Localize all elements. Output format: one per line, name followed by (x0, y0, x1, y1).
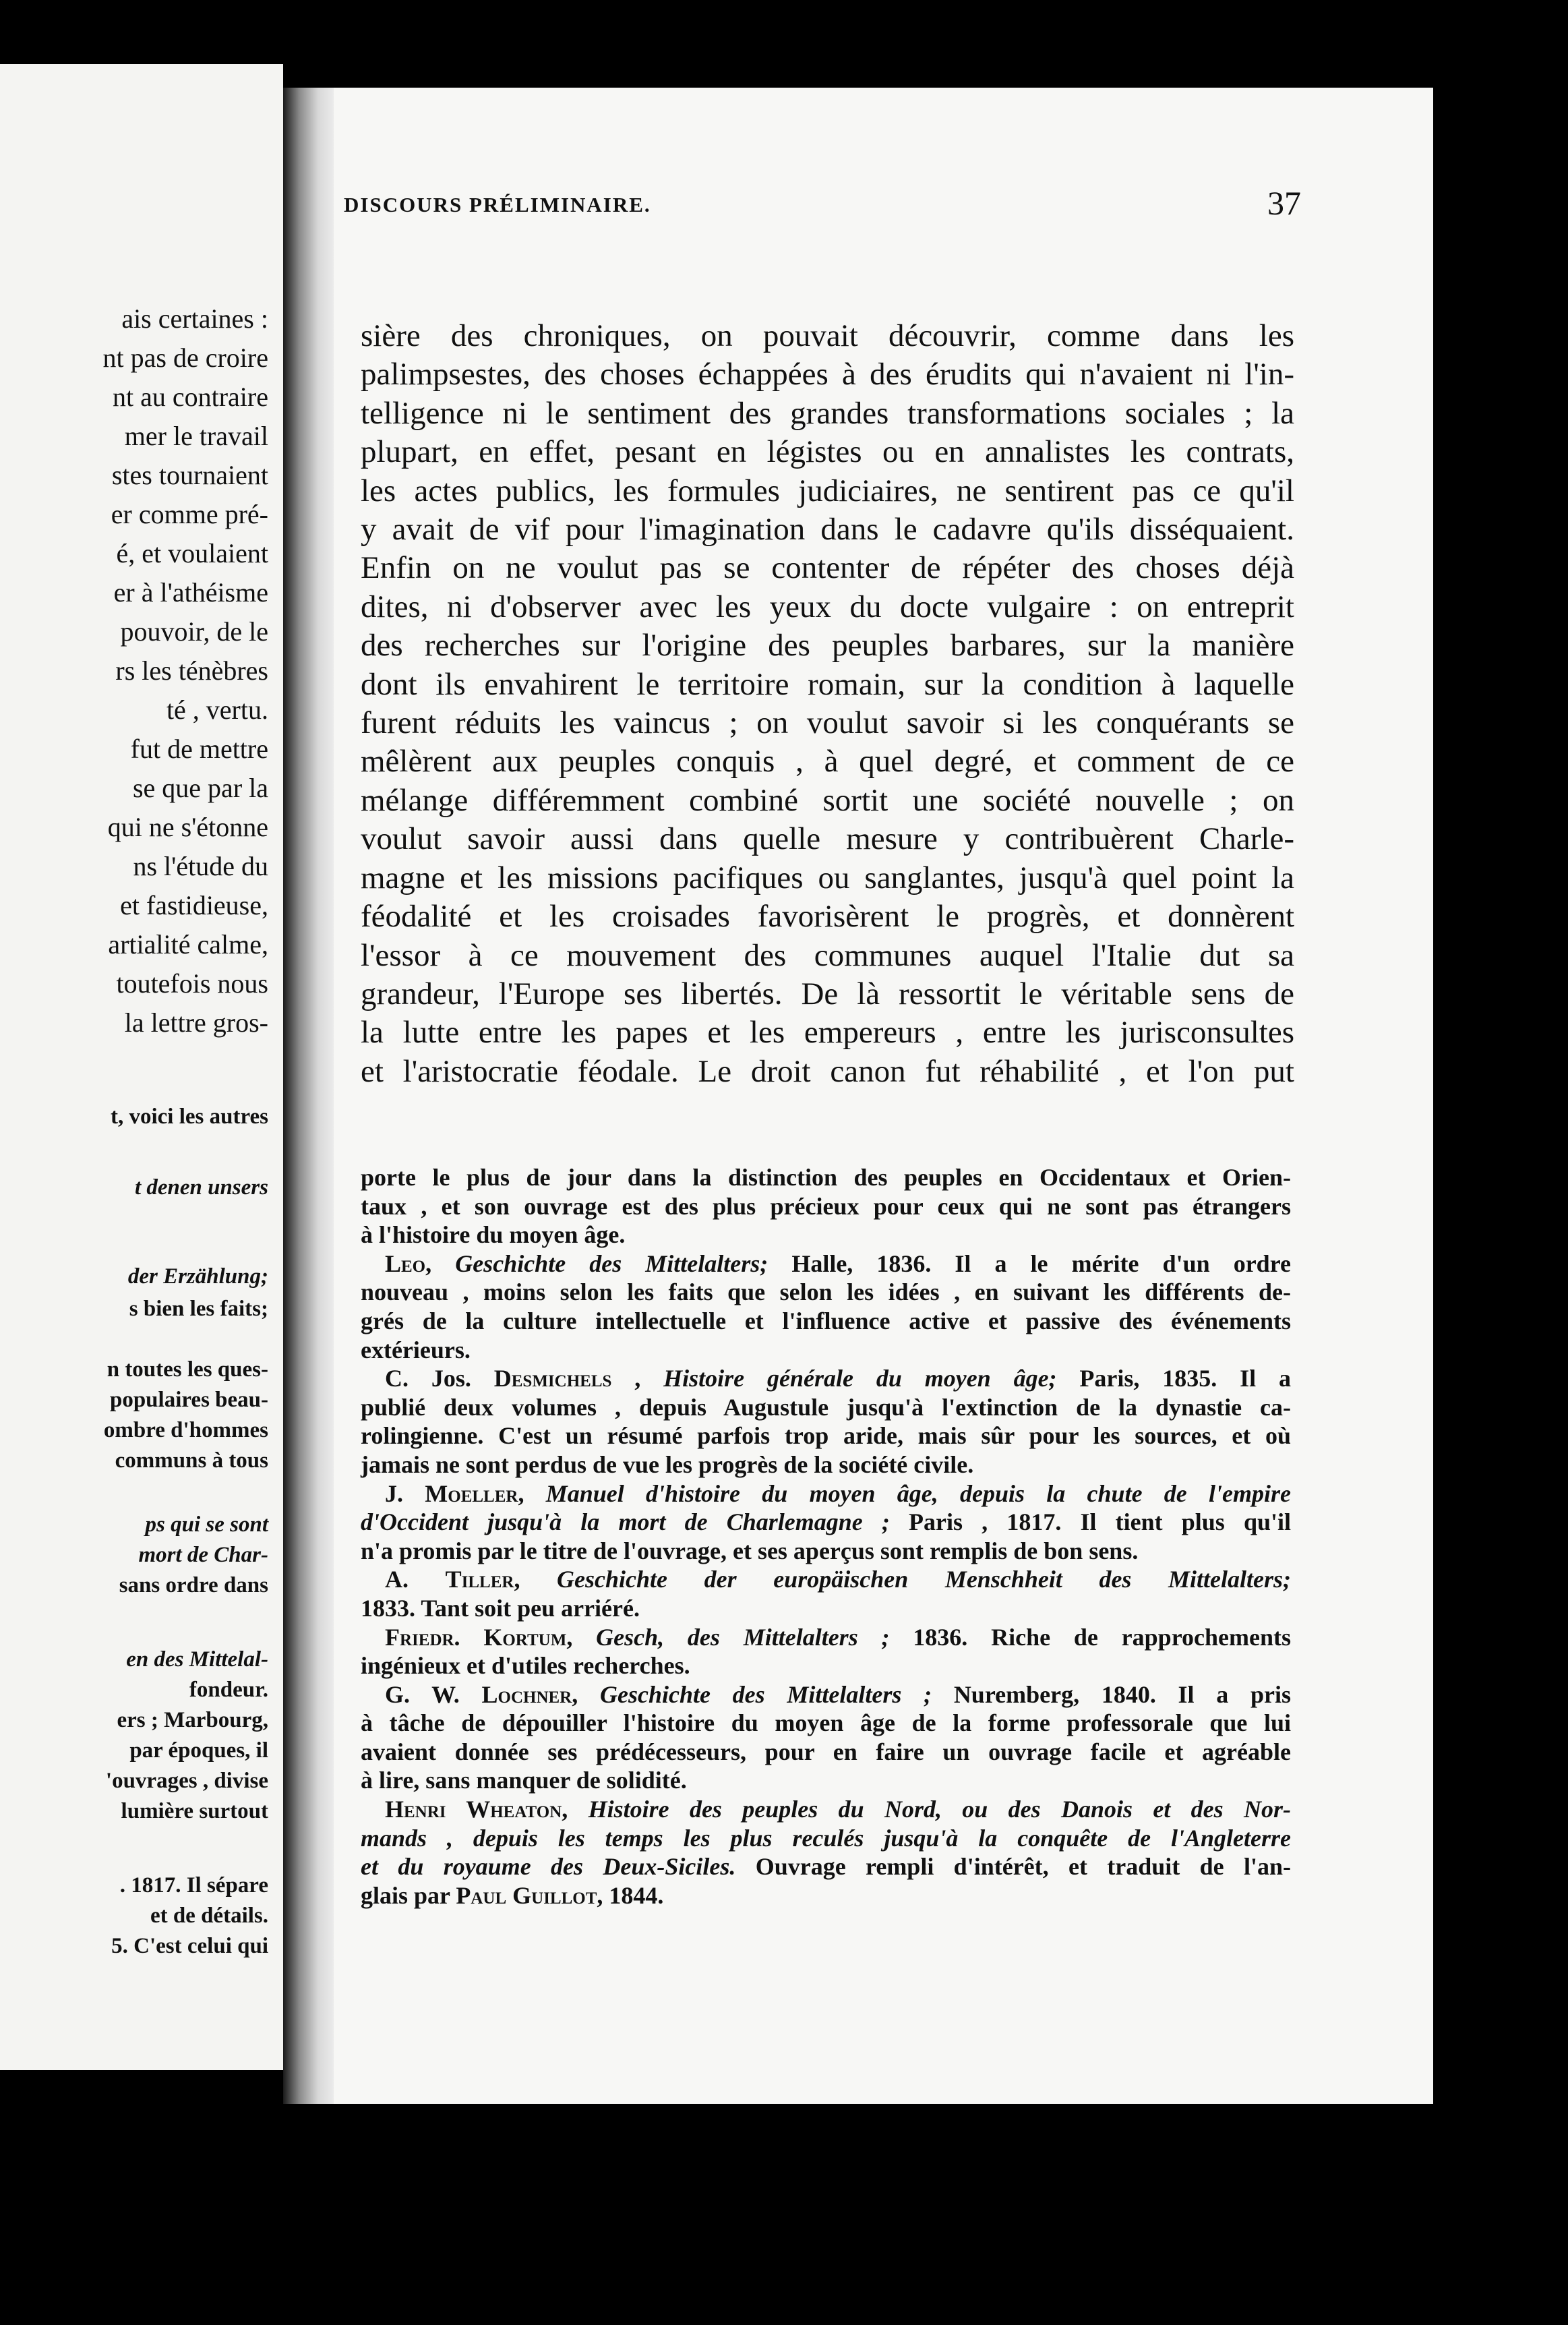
footnote-line: avaient donnée ses prédécesseurs, pour en faire un ouvrage facile et agréable (361, 1738, 1291, 1765)
footnote-line: Friedr. Kortum, Gesch, des Mittelalters ; 1836. Riche de rapprochements (385, 1623, 1292, 1651)
text-line: grandeur, l'Europe ses libertés. De là ressortit le véritable sens de (361, 976, 1294, 1011)
left-page-line: fut de mettre (130, 734, 268, 764)
left-page-note: mort de Char- (138, 1543, 268, 1567)
left-page-fragment (0, 64, 283, 2070)
text-line: l'essor à ce mouvement des communes auquel l'Italie dut sa (361, 937, 1294, 973)
footnote-text: Paris, 1835. Il a (1056, 1365, 1291, 1392)
footnote-author: Leo (385, 1249, 426, 1277)
footnote-line: extérieurs. (361, 1336, 471, 1363)
text-line: sière des chroniques, on pouvait découvrir, comme dans les (361, 318, 1294, 353)
footnote-kortum (361, 1623, 1291, 1680)
left-page-line: té , vertu. (166, 695, 268, 725)
text-line: féodalité et les croisades favorisèrent le progrès, et donnèrent (361, 899, 1294, 935)
left-page-line: er à l'athéisme (113, 577, 268, 608)
left-page-line: toutefois nous (116, 968, 268, 999)
left-page-note: fondeur. (189, 1678, 268, 1702)
footnote-line: G. W. Lochner, Geschichte des Mittelalters ; Nuremberg, 1840. Il a pris (385, 1680, 1292, 1708)
footnote-line: ingénieux et d'utiles recherches. (361, 1652, 690, 1680)
footnote-line: nouveau , moins selon les faits que selon les idées , en suivant les différents de- (361, 1278, 1291, 1306)
footnote-prefix: Friedr. (385, 1623, 484, 1651)
left-page-line: et fastidieuse, (120, 890, 268, 920)
footnote-prefix: A. (385, 1566, 446, 1593)
footnote-line: Henri Wheaton, Histoire des peuples du Nord, ou des Danois et des Nor- (385, 1796, 1291, 1823)
left-page-note: t denen unsers (134, 1175, 268, 1200)
left-page-line: artialité calme, (108, 929, 268, 960)
footnote-tiller (361, 1565, 1291, 1622)
text-line: y avait de vif pour l'imagination dans le cadavre qu'ils disséquaient. (361, 512, 1294, 548)
footnote-text: , 1844. (597, 1881, 664, 1909)
running-head: DISCOURS PRÉLIMINAIRE. (344, 193, 651, 216)
footnote-line: J. Moeller, Manuel d'histoire du moyen âge, depuis la chute de l'empire (385, 1479, 1292, 1507)
text-line: voulut savoir aussi dans quelle mesure y contribuèrent Charle- (361, 821, 1294, 857)
text-line: dont ils envahirent le territoire romain, sur la condition à laquelle (361, 666, 1294, 702)
left-page-line: ns l'étude du (133, 851, 268, 881)
left-page-line: qui ne s'étonne (107, 812, 268, 842)
left-page-line: la lettre gros- (124, 1007, 268, 1038)
footnote-text: Halle, 1836. Il a le mérite d'un ordre (768, 1249, 1291, 1277)
footnote-line: n'a promis par le titre de l'ouvrage, et ses aperçus sont remplis de bon sens. (361, 1537, 1139, 1564)
text-line: furent réduits les vaincus ; on voulut savoir si les conquérants se (361, 705, 1294, 741)
footnote-author: Desmichels (493, 1365, 612, 1392)
left-page-note: s bien les faits; (129, 1297, 268, 1321)
left-page-line: rs les ténèbres (115, 655, 268, 686)
text-line: mélange différemment combiné sortit une société nouvelle ; on (361, 782, 1294, 818)
footnote-lochner (361, 1680, 1291, 1795)
footnote-title: Histoire des peuples du Nord, ou des Danois et des Nor- (588, 1796, 1291, 1823)
left-page-note: sans ordre dans (119, 1573, 268, 1597)
text-line: des recherches sur l'origine des peuples barbares, sur la manière (361, 628, 1294, 664)
left-page-note: ers ; Marbourg, (117, 1708, 268, 1732)
footnote-leo (361, 1249, 1291, 1364)
footnote-author: Kortum (483, 1623, 567, 1651)
footnote-line: rolingienne. C'est un résumé parfois trop aride, mais sûr pour les sources, et où (361, 1422, 1291, 1450)
footnote-line: taux , et son ouvrage est des plus précieux pour ceux qui ne sont pas étrangers (361, 1192, 1291, 1220)
footnote-line (361, 1881, 1291, 1910)
footnote-moeller (361, 1479, 1291, 1566)
footnote-title: Geschichte des Mittelalters; (455, 1249, 768, 1277)
text-line: Enfin on ne voulut pas se contenter de répéter des choses déjà (361, 550, 1294, 586)
footnote-title: Manuel d'histoire du moyen âge, depuis la chute de l'empire (545, 1479, 1292, 1507)
footnote-line (361, 1852, 1291, 1881)
footnote-line: publié deux volumes , depuis Augustule jusqu'à l'extinction de la dynastie ca- (361, 1393, 1291, 1421)
footnote-prefix: J. (385, 1479, 425, 1507)
left-page-note: communs à tous (115, 1448, 268, 1473)
footnote-desmichels (361, 1364, 1291, 1479)
footnote-line: mands , depuis les temps les plus reculés jusqu'à la conquête de l'Angleterre (361, 1824, 1291, 1852)
footnote-text: Ouvrage rempli d'intérêt, et traduit de l'an- (735, 1853, 1291, 1881)
footnotes (361, 1163, 1291, 1910)
book-gutter-shadow (283, 88, 337, 2104)
footnote-line: porte le plus de jour dans la distinction des peuples en Occidentaux et Orien- (361, 1164, 1291, 1191)
footnote-text: Nuremberg, 1840. Il a pris (932, 1680, 1292, 1708)
left-page-line: stes tournaient (111, 460, 268, 490)
footnote-text: glais par (361, 1881, 456, 1909)
footnote-author: Moeller (425, 1479, 518, 1507)
footnote-author: Tiller (445, 1566, 514, 1593)
left-page-note: et de détails. (150, 1904, 268, 1928)
text-line: mêlèrent aux peuples conquis , à quel degré, et comment de ce (361, 744, 1294, 779)
left-page-line: mer le travail (124, 421, 268, 451)
footnote-title: et du royaume des Deux-Siciles. (361, 1853, 736, 1881)
footnote-text: 1836. Riche de rapprochements (889, 1623, 1292, 1651)
footnote-line: grés de la culture intellectuelle et l'influence active et passive des événements (361, 1307, 1291, 1334)
footnote-line: à lire, sans manquer de solidité. (361, 1767, 687, 1794)
footnote-line: jamais ne sont perdus de vue les progrès de la société civile. (361, 1450, 974, 1478)
text-line: magne et les missions pacifiques ou sanglantes, jusqu'à quel point la (361, 860, 1294, 895)
left-page-note: en des Mittelal- (126, 1647, 268, 1672)
text-line: et l'aristocratie féodale. Le droit canon fut réhabilité , et l'on put (361, 1053, 1294, 1089)
left-page-note: der Erzählung; (127, 1264, 268, 1289)
page-number: 37 (1267, 184, 1301, 222)
left-page-note: lumière surtout (121, 1799, 268, 1823)
text-line: palimpsestes, des choses échappées à des érudits qui n'avaient ni l'in- (361, 357, 1294, 392)
footnote-line: Leo, Geschichte des Mittelalters; Halle, 1836. Il a le mérite d'un ordre (385, 1249, 1291, 1277)
left-page-note: . 1817. Il sépare (119, 1873, 268, 1897)
left-page-line: nt pas de croire (102, 343, 268, 373)
footnote-prefix: C. Jos. (385, 1365, 494, 1392)
footnote-line (361, 1508, 1291, 1537)
left-page-line: é, et voulaient (116, 538, 268, 568)
left-page-line: ais certaines : (121, 303, 268, 334)
text-line: les actes publics, les formules judiciaires, ne sentirent pas ce qu'il (361, 473, 1294, 508)
footnote-line: à tâche de dépouiller l'histoire du moyen âge de la forme professorale que lui (361, 1709, 1291, 1737)
footnote-title: Geschichte des Mittelalters ; (599, 1680, 932, 1708)
left-page-line: er comme pré- (111, 499, 268, 529)
footnote-author: Henri Wheaton (385, 1796, 562, 1823)
footnote-line: C. Jos. Desmichels , Histoire générale du moyen âge; Paris, 1835. Il a (385, 1365, 1291, 1392)
footnote-prefix: G. W. (385, 1680, 482, 1708)
left-page-note: n toutes les ques- (107, 1357, 268, 1382)
left-page-line: nt au contraire (113, 382, 268, 412)
footnote-title: Geschichte der europäischen Menschheit des Mittelalters; (557, 1566, 1292, 1593)
footnote-title: Gesch, des Mittelalters ; (596, 1623, 890, 1651)
page-header (344, 183, 1301, 224)
left-page-note: 'ouvrages , divise (105, 1769, 268, 1793)
footnote-continued (361, 1163, 1291, 1249)
main-text (361, 317, 1294, 1091)
left-page-note: 5. C'est celui qui (111, 1934, 268, 1958)
left-page-note: populaires beau- (109, 1388, 268, 1412)
footnote-author: Lochner (481, 1680, 572, 1708)
footnote-line: à l'histoire du moyen âge. (361, 1221, 626, 1249)
text-line: la lutte entre les papes et les empereurs , entre les jurisconsultes (361, 1015, 1294, 1051)
left-page-note: t, voici les autres (110, 1105, 268, 1129)
footnote-line: A. Tiller, Geschichte der europäischen Menschheit des Mittelalters; (385, 1566, 1292, 1593)
text-line: dites, ni d'observer avec les yeux du docte vulgaire : on entreprit (361, 589, 1294, 624)
footnote-title: Histoire générale du moyen âge; (663, 1365, 1057, 1392)
text-line: telligence ni le sentiment des grandes transformations sociales ; la (361, 395, 1294, 431)
left-page-note: ps qui se sont (145, 1512, 268, 1537)
footnote-title: d'Occident jusqu'à la mort de Charlemagne ; (361, 1508, 890, 1536)
footnote-line: 1833. Tant soit peu arriéré. (361, 1594, 640, 1622)
footnote-text: Paris , 1817. Il tient plus qu'il (889, 1508, 1291, 1536)
left-page-note: ombre d'hommes (103, 1418, 268, 1442)
left-page-line: pouvoir, de le (120, 616, 268, 647)
footnote-translator: Paul Guillot (456, 1881, 597, 1909)
text-line: plupart, en effet, pesant en légistes ou en annalistes les contrats, (361, 434, 1294, 470)
left-page-note: par époques, il (129, 1738, 268, 1763)
left-page-line: se que par la (132, 773, 268, 803)
footnote-wheaton (361, 1795, 1291, 1910)
